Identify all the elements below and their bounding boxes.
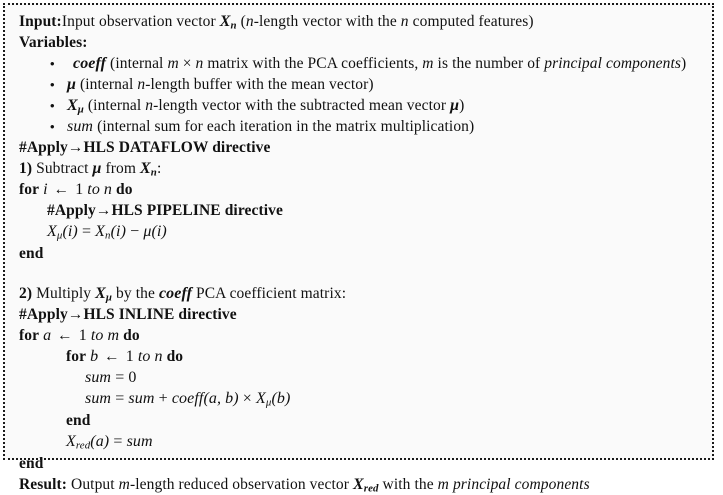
algorithm-line-step-2 bbox=[19, 283, 704, 304]
for-a-to: to bbox=[90, 327, 104, 344]
step-1-text-a: Subtract bbox=[32, 160, 93, 177]
sum-init-lhs: sum bbox=[85, 369, 112, 386]
assign-xmu-rhs-xn: $X_n(i)$ bbox=[95, 223, 126, 242]
sum-acc-xmu: $X_\mu(b)$ bbox=[256, 390, 291, 409]
variable-coeff-text-c: is the number of bbox=[433, 55, 545, 72]
for-i-variable: i bbox=[43, 181, 48, 198]
algorithm-line-variable-mu bbox=[19, 74, 704, 95]
for-b-arrow-icon: ← bbox=[100, 348, 124, 365]
variable-coeff-text-b: matrix with the PCA coefficients, bbox=[203, 55, 423, 72]
step-2-xmu: $X_\mu$ bbox=[95, 285, 113, 304]
for-a-from: 1 bbox=[78, 327, 87, 344]
for-b-variable: b bbox=[90, 348, 99, 365]
sum-acc-coeff-args: (a, b) bbox=[203, 390, 239, 407]
step-2-text-c: PCA coefficient matrix: bbox=[192, 285, 347, 302]
for-a-until: m bbox=[107, 327, 120, 344]
result-m-1: m bbox=[118, 476, 130, 493]
bullet-icon: • bbox=[50, 56, 55, 71]
bullet-icon: • bbox=[50, 98, 55, 113]
algorithm-line-for-i bbox=[19, 179, 704, 200]
for-b-do: do bbox=[166, 348, 184, 365]
assign-xred-rhs: sum bbox=[126, 433, 153, 450]
sum-acc-times: × bbox=[238, 390, 257, 407]
step-1-colon: : bbox=[156, 160, 162, 177]
assign-xmu-lhs: $X_\mu(i)$ bbox=[47, 223, 78, 242]
result-emphasis: principal components bbox=[452, 476, 590, 493]
variable-sum-name: sum bbox=[67, 118, 94, 135]
result-m-2: m bbox=[437, 476, 449, 493]
algorithm-line-sum-accumulate bbox=[19, 388, 704, 410]
variable-xmu-mu: μ bbox=[450, 97, 460, 114]
variable-coeff-m-2: m bbox=[422, 55, 434, 72]
end-keyword: end bbox=[66, 412, 91, 429]
directive-pipeline: #Apply→HLS PIPELINE directive bbox=[47, 202, 283, 219]
algorithm-line-variables-label bbox=[19, 32, 704, 53]
sum-acc-coeff: coeff bbox=[171, 390, 204, 407]
variable-sum-text: (internal sum for each iteration in the matrix multiplication) bbox=[93, 118, 475, 135]
algorithm-line-for-a bbox=[19, 325, 704, 346]
for-b-keyword: for bbox=[66, 348, 87, 365]
step-1-number: 1) bbox=[19, 160, 33, 177]
algorithm-line-step-1 bbox=[19, 158, 704, 179]
sum-acc-plus: + bbox=[154, 390, 172, 407]
for-b-until: n bbox=[154, 348, 163, 365]
algorithm-line-directive-pipeline bbox=[19, 200, 704, 221]
for-i-keyword: for bbox=[19, 181, 40, 198]
result-text-a: Output bbox=[67, 476, 119, 493]
for-a-keyword: for bbox=[19, 327, 40, 344]
variable-coeff-m-1: m bbox=[167, 55, 179, 72]
algorithm-line-assign-xmu bbox=[19, 221, 704, 243]
variable-coeff-emphasis: principal components bbox=[544, 55, 682, 72]
step-2-text-b: by the bbox=[112, 285, 159, 302]
for-a-variable: a bbox=[43, 327, 52, 344]
sum-acc-lhs: sum bbox=[85, 390, 112, 407]
bullet-icon: • bbox=[50, 119, 55, 134]
step-1-text-b: from bbox=[101, 160, 141, 177]
variable-xmu-n: n bbox=[145, 97, 154, 114]
variable-xmu-text-c: ) bbox=[459, 97, 465, 114]
variable-xmu-name: $X_\mu$ bbox=[67, 97, 84, 116]
step-2-coeff: coeff bbox=[158, 285, 193, 302]
for-b-from: 1 bbox=[125, 348, 134, 365]
algorithm-line-sum-init bbox=[19, 367, 704, 388]
variable-coeff-times: × bbox=[178, 55, 196, 72]
algorithm-line-directive-inline bbox=[19, 304, 704, 325]
input-text-d: computed features) bbox=[408, 13, 534, 30]
bullet-icon: • bbox=[50, 77, 55, 92]
sum-acc-rhs-sum: sum bbox=[128, 390, 155, 407]
for-i-from: 1 bbox=[75, 181, 84, 198]
for-i-do: do bbox=[116, 181, 133, 198]
input-text-a: Input observation vector bbox=[61, 13, 220, 30]
input-text-c: -length vector with the bbox=[253, 13, 401, 30]
variable-mu-text-b: -length buffer with the mean vector) bbox=[145, 76, 374, 93]
result-text-b: -length reduced observation vector bbox=[129, 476, 353, 493]
for-i-until: n bbox=[103, 181, 113, 198]
assign-xred-lhs: $X_{red}(a)$ bbox=[66, 433, 110, 452]
algorithm-line-end-for-b bbox=[19, 410, 704, 431]
variable-xmu-text-b: -length vector with the subtracted mean vector bbox=[153, 97, 451, 114]
algorithm-line-end-for-a bbox=[19, 453, 704, 474]
variables-label: Variables: bbox=[19, 34, 88, 51]
step-1-mu: μ bbox=[92, 160, 102, 177]
input-label: Input: bbox=[19, 13, 62, 30]
input-n-2: n bbox=[400, 13, 409, 30]
algorithm-line-for-b bbox=[19, 346, 704, 367]
variable-mu-name: μ bbox=[67, 76, 76, 93]
algorithm-line-directive-dataflow bbox=[19, 137, 704, 158]
assign-xred-equals: = bbox=[109, 433, 127, 450]
step-2-text-a: Multiply bbox=[32, 285, 96, 302]
step-2-number: 2) bbox=[19, 285, 33, 302]
variable-coeff-name: coeff bbox=[73, 55, 107, 72]
sum-acc-equals: = bbox=[111, 390, 129, 407]
assign-xmu-equals: = bbox=[77, 223, 96, 240]
result-label: Result: bbox=[19, 476, 68, 493]
sum-init-value: 0 bbox=[128, 369, 137, 386]
algorithm-line-assign-xred bbox=[19, 431, 704, 453]
for-i-arrow-icon: ← bbox=[49, 181, 74, 198]
input-text-b: ( bbox=[236, 13, 246, 30]
variable-mu-text-a: (internal bbox=[76, 76, 138, 93]
algorithm-line-spacer bbox=[19, 264, 704, 283]
assign-xmu-rhs-mu: μ(i) bbox=[143, 223, 167, 240]
algorithm-block bbox=[3, 3, 714, 495]
for-b-to: to bbox=[137, 348, 151, 365]
variable-coeff-text-d: ) bbox=[681, 55, 687, 72]
variable-mu-n: n bbox=[137, 76, 146, 93]
end-keyword: end bbox=[19, 245, 44, 262]
algorithm-line-variable-coeff bbox=[19, 53, 704, 74]
variable-coeff-n-1: n bbox=[195, 55, 204, 72]
result-xred: $X_{red}$ bbox=[352, 476, 379, 495]
for-i-to: to bbox=[87, 181, 100, 198]
for-a-arrow-icon: ← bbox=[53, 327, 77, 344]
for-a-do: do bbox=[123, 327, 140, 344]
step-1-xn: $X_n$ bbox=[140, 160, 157, 179]
directive-dataflow: #Apply→HLS DATAFLOW directive bbox=[19, 139, 271, 156]
sum-init-equals: = bbox=[111, 369, 129, 386]
variable-xmu-text-a: (internal bbox=[83, 97, 146, 114]
algorithm-line-variable-xmu bbox=[19, 95, 704, 116]
algorithm-line-variable-sum bbox=[19, 116, 704, 137]
algorithm-line-input bbox=[19, 11, 704, 32]
end-keyword: end bbox=[19, 455, 44, 472]
input-vector-symbol: $X_n$ bbox=[219, 13, 237, 32]
result-text-c: with the bbox=[378, 476, 438, 493]
directive-inline: #Apply→HLS INLINE directive bbox=[19, 306, 237, 323]
variable-coeff-text-a: (internal bbox=[106, 55, 168, 72]
algorithm-line-result bbox=[19, 474, 704, 495]
algorithm-line-end-for-i bbox=[19, 243, 704, 264]
assign-xmu-minus: − bbox=[126, 223, 144, 240]
input-n-1: n bbox=[245, 13, 254, 30]
